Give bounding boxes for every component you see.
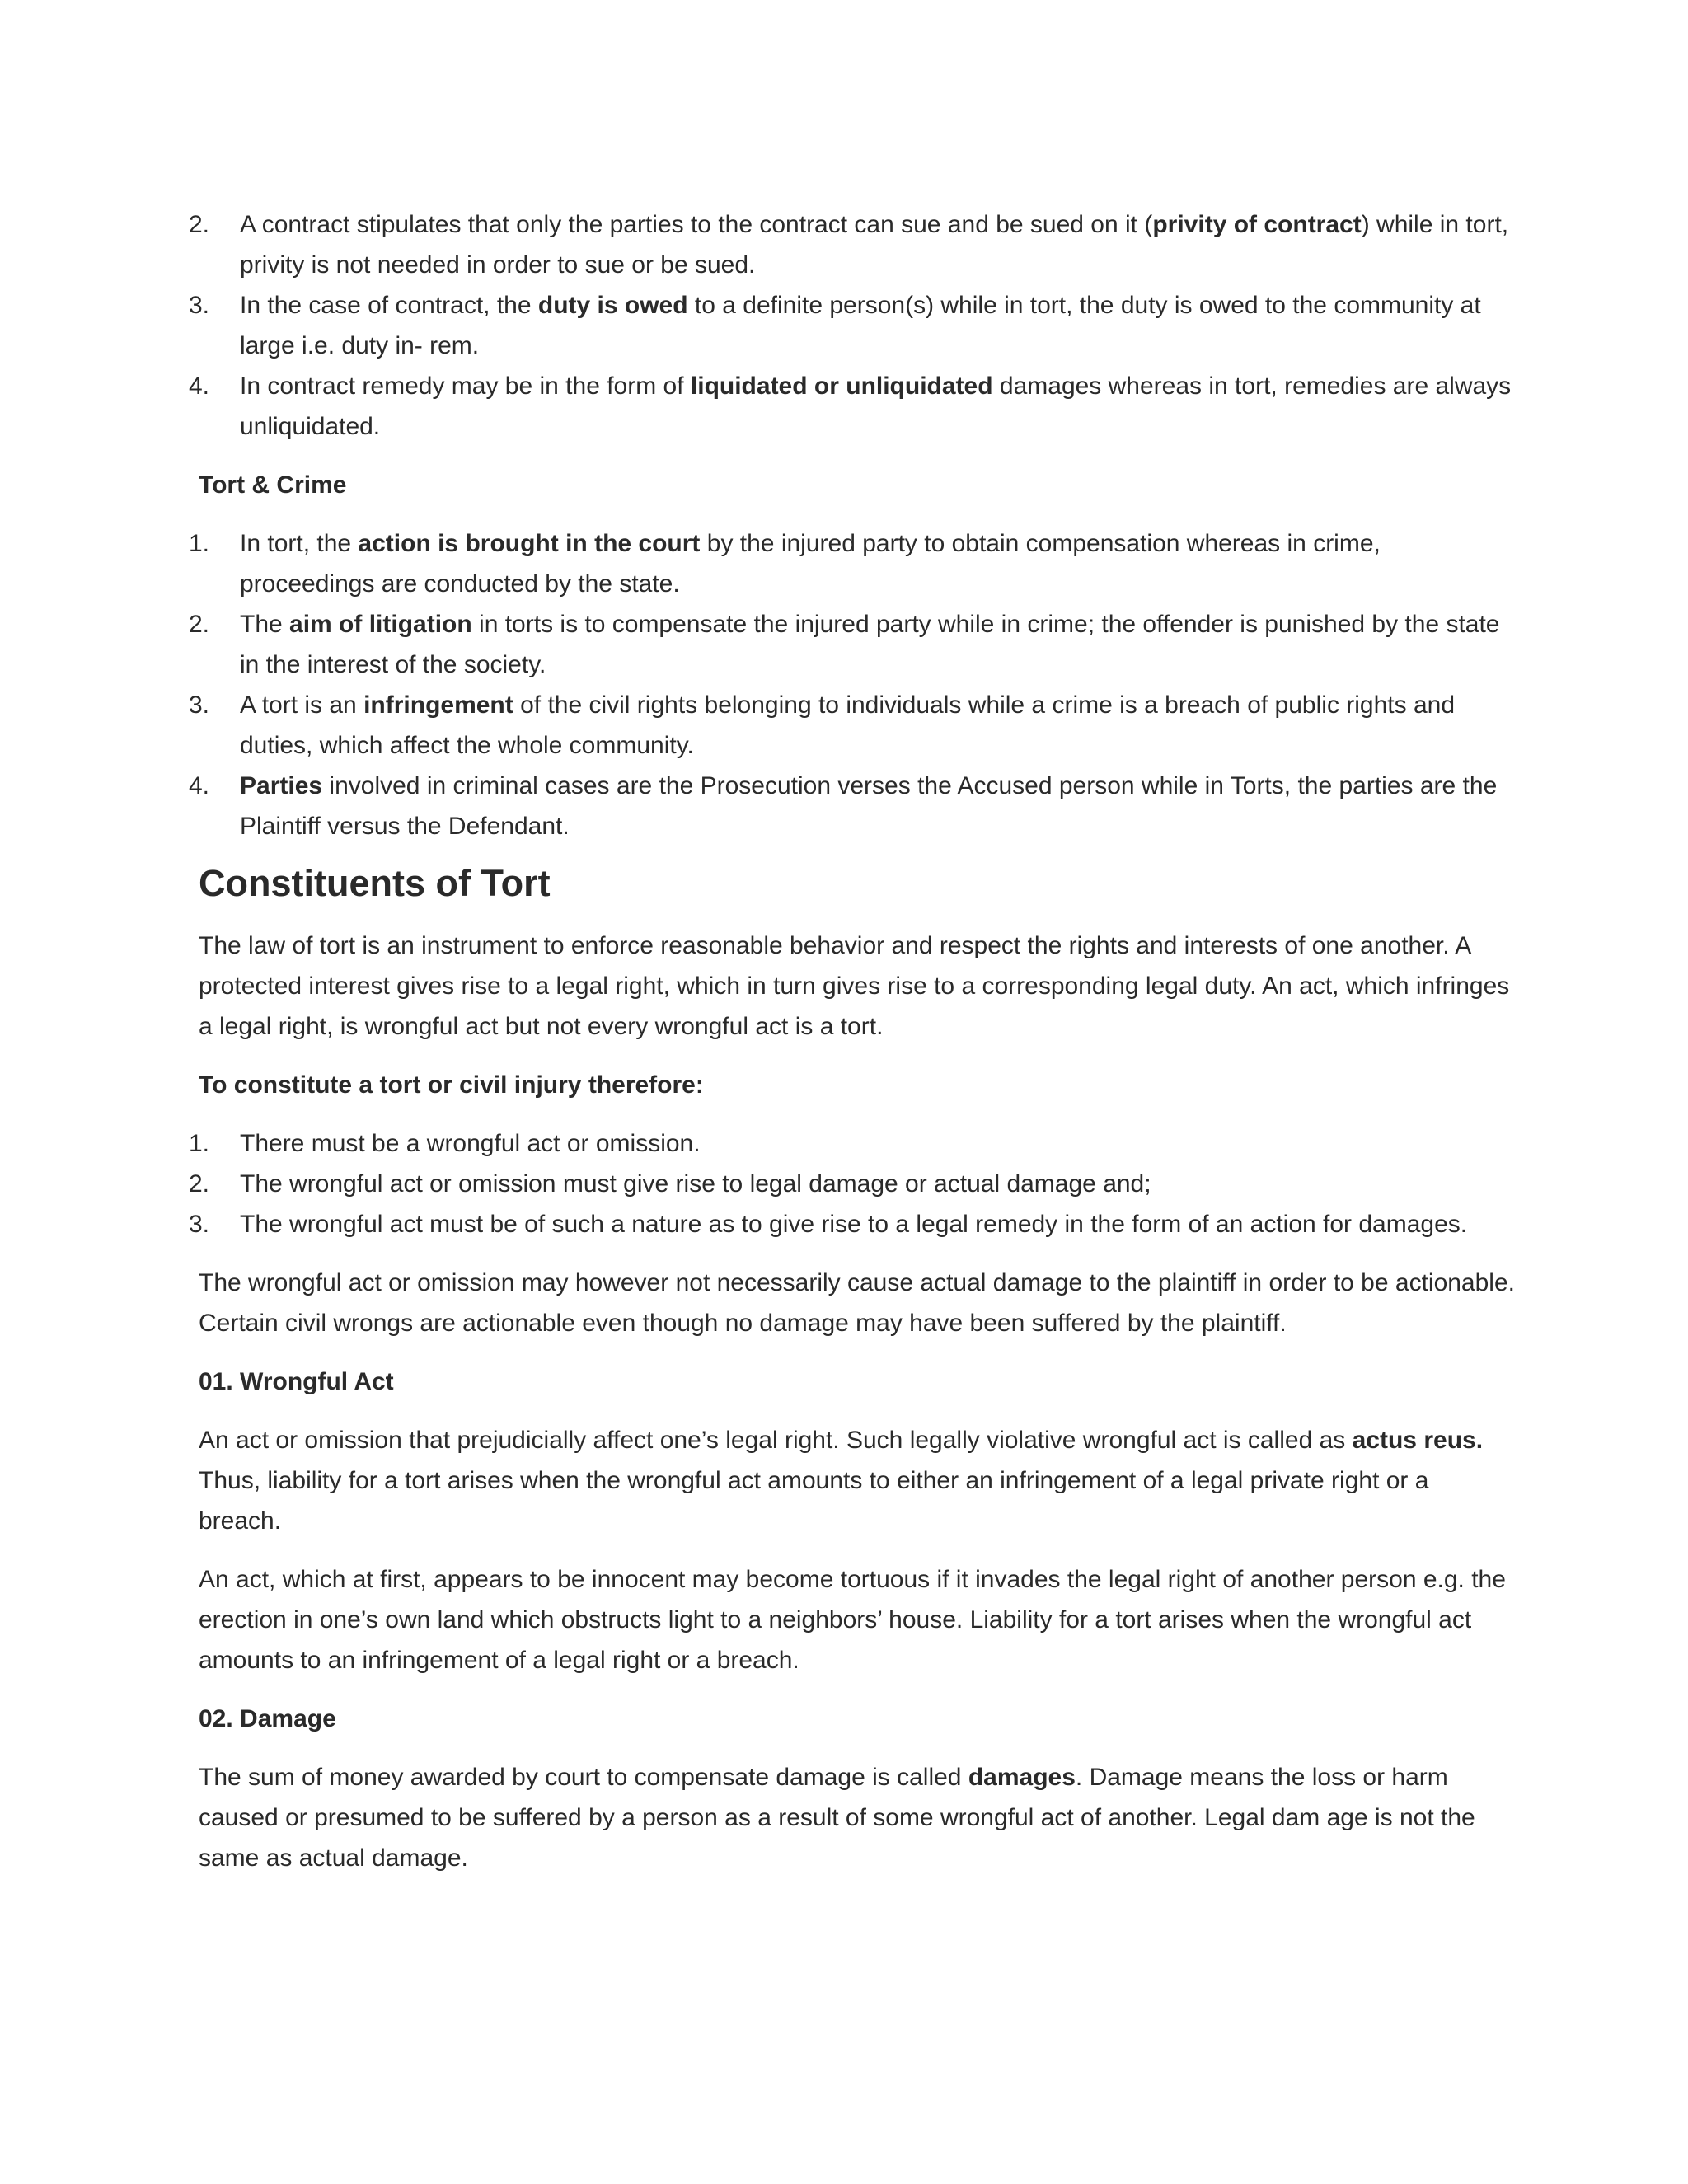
- list-item: 2. The aim of litigation in torts is to compensate the injured party while in crime; the offender is punished by the state in the interest of the society.: [199, 604, 1517, 685]
- tort-vs-crime-list: [189, 523, 1517, 846]
- list-number: 3.: [189, 292, 210, 319]
- list-item: 3. A tort is an infringement of the civil rights belonging to individuals while a crime is a breach of public rights and duties, which affect the whole community.: [199, 685, 1517, 766]
- list-number: 2.: [189, 211, 210, 238]
- constitute-heading: To constitute a tort or civil injury therefore:: [199, 1071, 704, 1099]
- list-item: 1. There must be a wrongful act or omission.: [199, 1123, 1517, 1164]
- section-heading: Constituents of Tort: [199, 862, 551, 904]
- constituents-intro: The law of tort is an instrument to enforce reasonable behavior and respect the rights and interests of one another. A protected interest gives rise to a legal right, which in turn gives rise to a corresponding legal duty. An act, which infringes a legal right, is wrongful act but not every wrongful act is a tort.: [199, 932, 1510, 1040]
- contract-vs-tort-list: [189, 204, 1517, 447]
- document-page: [189, 204, 1517, 1878]
- damage-heading: 02. Damage: [199, 1705, 336, 1732]
- list-item: 3. The wrongful act must be of such a nature as to give rise to a legal remedy in the form of an action for damages.: [199, 1204, 1517, 1244]
- list-item: 1. In tort, the action is brought in the court by the injured party to obtain compensation whereas in crime, proceedings are conducted by the state.: [199, 523, 1517, 604]
- tort-crime-heading: Tort & Crime: [199, 471, 347, 499]
- list-number: 3.: [189, 1211, 210, 1238]
- damage-paragraph: The sum of money awarded by court to compensate damage is called damages. Damage means the loss or harm caused or presumed to be suffered by a person as a result of some wrongful act of another. Legal dam age is not the same as actual damage.: [199, 1764, 1475, 1872]
- constitute-list: [189, 1123, 1517, 1244]
- list-number: 1.: [189, 1130, 210, 1157]
- list-number: 2.: [189, 611, 210, 638]
- list-number: 1.: [189, 530, 210, 557]
- list-item: 3. In the case of contract, the duty is owed to a definite person(s) while in tort, the duty is owed to the community at large i.e. duty in- rem.: [199, 285, 1517, 366]
- list-item: 2. The wrongful act or omission must give rise to legal damage or actual damage and;: [199, 1164, 1517, 1204]
- wrongful-act-paragraph-2: An act, which at first, appears to be innocent may become tortuous if it invades the legal right of another person e.g. the erection in one’s own land which obstructs light to a neighbors’ house. Liability for a tort arises when the wrongful act amounts to an infringement of a legal right or a breach.: [199, 1566, 1506, 1674]
- list-number: 3.: [189, 691, 210, 719]
- list-item: 4. In contract remedy may be in the form of liquidated or unliquidated damages whereas in tort, remedies are always unliquidated.: [199, 366, 1517, 447]
- constitute-note: The wrongful act or omission may however not necessarily cause actual damage to the plaintiff in order to be actionable. Certain civil wrongs are actionable even though no damage may have been suffered by the plaintiff.: [199, 1269, 1515, 1337]
- wrongful-act-heading: 01. Wrongful Act: [199, 1368, 394, 1395]
- wrongful-act-paragraph-1: An act or omission that prejudicially affect one’s legal right. Such legally violative wrongful act is called as actus reus. Thus, liability for a tort arises when the wrongful act amounts to either an infringement of a legal private right or a breach.: [199, 1427, 1484, 1535]
- list-item: 4. Parties involved in criminal cases are the Prosecution verses the Accused person while in Torts, the parties are the Plaintiff versus the Defendant.: [199, 766, 1517, 846]
- list-number: 4.: [189, 373, 210, 400]
- list-item: 2. A contract stipulates that only the parties to the contract can sue and be sued on it (privity of contract) while in tort, privity is not needed in order to sue or be sued.: [199, 204, 1517, 285]
- list-number: 2.: [189, 1170, 210, 1197]
- list-number: 4.: [189, 772, 210, 799]
